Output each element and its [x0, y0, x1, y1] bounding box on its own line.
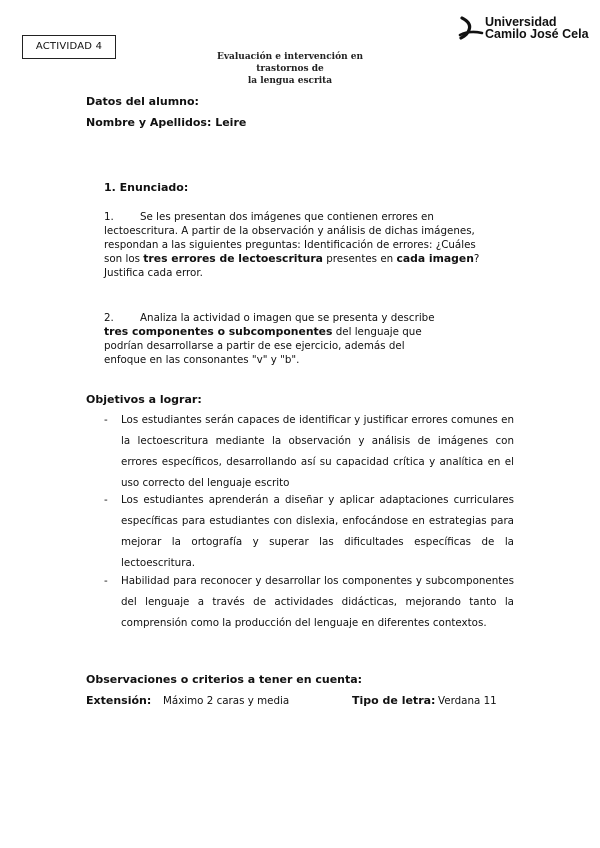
extension-value: Máximo 2 caras y media [163, 695, 290, 707]
statement-item-1-number: 1. [104, 211, 114, 223]
student-name-row [86, 115, 246, 131]
emphasis-text: tres componentes o subcomponentes [104, 325, 333, 338]
objective-item-3: Habilidad para reconocer y desarrollar los componentes y subcomponentes del lenguaje a través de actividades didácticas, mejorando tanto la comprensión como la producción del lenguaje en diferentes contextos. [121, 575, 514, 629]
statement-title: 1. Enunciado: [104, 181, 189, 194]
extension-row [86, 693, 151, 709]
text: ? [473, 253, 480, 265]
bullet-dash: - [104, 414, 108, 426]
student-name-label: Nombre y Apellidos: [86, 116, 212, 129]
statement-item-2 [104, 311, 524, 367]
observations-title: Observaciones o criterios a tener en cuenta: [86, 673, 363, 686]
course-title-line1: Evaluación e intervención en trastornos de [216, 52, 364, 74]
statement-item-2-line3: podrían desarrollarse a partir de ese ejercicio, además del [104, 340, 405, 352]
objective-item-2: Los estudiantes aprenderán a diseñar y aplicar adaptaciones curriculares específicas para estudiantes con dislexia, enfocándose en estrategias para mejorar la ortografía y superar las dificultades específicas de la lectoescritura. [121, 494, 514, 569]
statement-item-1-line1 [104, 210, 524, 224]
statement-item-2-line2 [104, 325, 524, 339]
university-line1: Universidad [485, 15, 557, 29]
text: son los [104, 253, 144, 265]
statement-item-1-line4 [104, 252, 524, 266]
objective-item-1: Los estudiantes serán capaces de identificar y justificar errores comunes en la lectoescritura mediante la observación y análisis de imágenes con errores específicos, desarrollando así su capacidad crítica y analítica en el uso correcto del lenguaje escrito [121, 414, 514, 489]
statement-item-2-line4: enfoque en las consonantes "v" y "b". [104, 354, 300, 366]
statement-item-1-line5: Justifica cada error. [104, 267, 203, 279]
bullet-dash: - [104, 494, 108, 506]
course-title [190, 51, 390, 87]
ucjc-emblem-icon [458, 16, 484, 42]
text: del lenguaje que [332, 326, 422, 338]
statement-item-1-line2: lectoescritura. A partir de la observación y análisis de dichas imágenes, [104, 225, 475, 237]
statement-item-2-text1: Analiza la actividad o imagen que se presenta y describe [140, 312, 435, 324]
extension-label: Extensión: [86, 694, 152, 707]
emphasis-text: tres errores de lectoescritura [143, 252, 323, 265]
university-logo [458, 16, 598, 44]
university-line2: Camilo José Cela [485, 27, 589, 41]
university-name [485, 16, 589, 40]
font-label: Tipo de letra: [352, 694, 436, 707]
statement-item-2-number: 2. [104, 312, 114, 324]
text: presentes en [322, 253, 397, 265]
bullet-dash: - [104, 575, 108, 587]
activity-badge: ACTIVIDAD 4 [22, 35, 116, 59]
course-title-line2: la lengua escrita [247, 76, 333, 86]
statement-item-1-line3: respondan a las siguientes preguntas: Identificación de errores: ¿Cuáles [104, 239, 476, 251]
student-section-title: Datos del alumno: [86, 95, 199, 108]
statement-item-1-text1: Se les presentan dos imágenes que contienen errores en [140, 211, 434, 223]
statement-item-2-line1 [104, 311, 524, 325]
student-name-value: Leire [215, 116, 247, 129]
emphasis-text: cada imagen [396, 252, 474, 265]
objectives-title: Objetivos a lograr: [86, 393, 202, 406]
statement-item-1 [104, 210, 524, 280]
font-value: Verdana 11 [438, 695, 497, 707]
